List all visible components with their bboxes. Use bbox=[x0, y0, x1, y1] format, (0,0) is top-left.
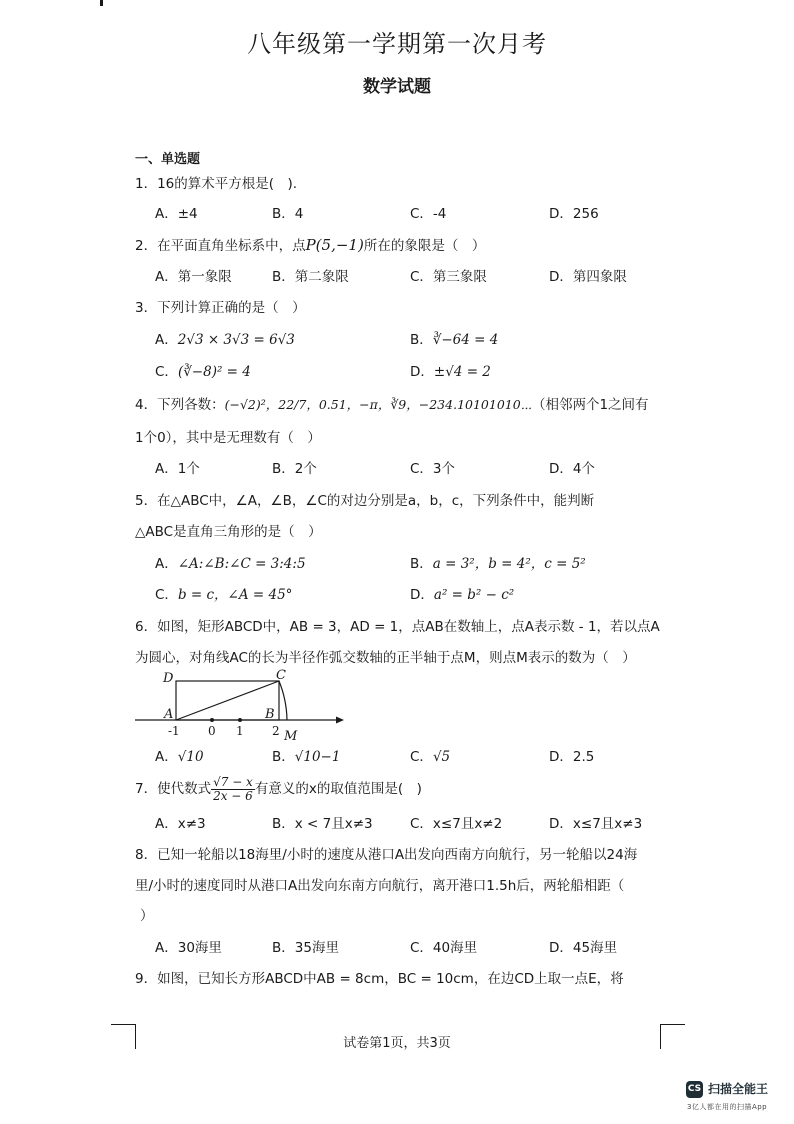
q3-option-c: C．(∛−8)² = 4 bbox=[155, 364, 251, 380]
q7-option-b: B．x < 7且x≠3 bbox=[272, 816, 373, 832]
q7-stem-post: 有意义的x的取值范围是( ) bbox=[254, 781, 422, 797]
q3-option-d: D．±√4 = 2 bbox=[410, 364, 491, 380]
question-8-stem: 8．已知一轮船以18海里/小时的速度从港口A出发向西南方向航行，另一轮船以24海 bbox=[135, 847, 638, 863]
label-m: M bbox=[284, 729, 298, 744]
q2-option-b: B．第二象限 bbox=[272, 269, 349, 285]
q7-option-a: A．x≠3 bbox=[155, 816, 206, 832]
question-2-stem bbox=[135, 236, 485, 255]
q5-option-d: D．a² = b² − c² bbox=[410, 587, 515, 603]
q6-option-b-math: √10−1 bbox=[294, 749, 341, 765]
q7-fraction-numerator: √7 − x bbox=[213, 774, 253, 789]
question-4-line2: 1个0），其中是无理数有（ ） bbox=[135, 430, 321, 446]
q6-option-b: B．√10−1 bbox=[272, 749, 341, 765]
q8-option-d: D．45海里 bbox=[549, 940, 618, 956]
q2-option-a: A．第一象限 bbox=[155, 269, 232, 285]
q4-stem-pre: 4．下列各数： bbox=[135, 397, 225, 413]
question-5-stem: 5．在△ABC中，∠A，∠B，∠C的对边分别是a，b，c，下列条件中，能判断 bbox=[135, 493, 595, 509]
q6-option-c: C．√5 bbox=[410, 749, 451, 765]
q4-stem-post: （相邻两个1之间有 bbox=[531, 397, 649, 413]
q8-option-c: C．40海里 bbox=[410, 940, 478, 956]
q2-stem-pre: 2．在平面直角坐标系中，点 bbox=[135, 238, 306, 254]
q5-option-a: A．∠A:∠B:∠C = 3:4:5 bbox=[155, 556, 306, 572]
tick-label-0: 0 bbox=[208, 724, 216, 738]
q3-option-a: A．2√3 × 3√3 = 6√3 bbox=[155, 332, 295, 348]
q3-option-d-math: ±√4 = 2 bbox=[433, 364, 491, 380]
question-8-line2: 里/小时的速度同时从港口A出发向东南方向航行，离开港口1.5h后，两轮船相距（ bbox=[135, 878, 625, 894]
exam-subtitle: 数学试题 bbox=[363, 77, 431, 97]
q4-option-d: D．4个 bbox=[549, 461, 595, 477]
q5-option-c: C．b = c，∠A = 45° bbox=[155, 587, 293, 603]
question-6-stem: 6．如图，矩形ABCD中，AB = 3，AD = 1，点AB在数轴上，点A表示数 - 1，若以点A bbox=[135, 619, 660, 635]
number-line-figure bbox=[130, 668, 352, 748]
camscanner-brand: 扫描全能王 bbox=[708, 1082, 769, 1096]
question-9-stem: 9．如图，已知长方形ABCD中AB = 8cm，BC = 10cm，在边CD上取一点E，将 bbox=[135, 971, 624, 987]
question-3-stem: 3．下列计算正确的是（ ） bbox=[135, 300, 306, 316]
q1-option-d: D．256 bbox=[549, 206, 599, 222]
page-footer: 试卷第1页，共3页 bbox=[343, 1036, 451, 1051]
q2-option-d: D．第四象限 bbox=[549, 269, 627, 285]
tick-label-neg1: -1 bbox=[168, 724, 180, 738]
question-1-stem: 1．16的算术平方根是( ). bbox=[135, 176, 298, 192]
q5-option-b: B．a = 3²，b = 4²，c = 5² bbox=[410, 556, 586, 572]
q2-stem-post: 所在的象限是（ ） bbox=[363, 238, 486, 254]
q3-option-b-math: ∛−64 = 4 bbox=[432, 332, 499, 348]
label-b: B bbox=[265, 707, 275, 722]
q1-option-c: C．-4 bbox=[410, 206, 447, 222]
q7-fraction-denominator: 2x − 6 bbox=[213, 788, 253, 803]
tick-label-1: 1 bbox=[236, 724, 244, 738]
arc-c-to-m bbox=[279, 681, 287, 720]
q8-option-a: A．30海里 bbox=[155, 940, 222, 956]
q1-option-a: A．±4 bbox=[155, 206, 198, 222]
section-heading: 一、单选题 bbox=[135, 152, 201, 167]
q7-option-c: C．x≤7且x≠2 bbox=[410, 816, 503, 832]
question-5-line2: △ABC是直角三角形的是（ ） bbox=[135, 524, 322, 540]
label-a: A bbox=[164, 707, 174, 722]
q7-option-d: D．x≤7且x≠3 bbox=[549, 816, 643, 832]
q4-option-b: B．2个 bbox=[272, 461, 317, 477]
camscanner-tagline: 3亿人都在用的扫描App bbox=[687, 1103, 768, 1111]
top-edge-mark bbox=[100, 0, 103, 6]
diagonal-ac bbox=[176, 681, 279, 720]
tick-zero bbox=[210, 718, 214, 722]
q4-option-a: A．1个 bbox=[155, 461, 200, 477]
q5-option-a-math: ∠A:∠B:∠C = 3:4:5 bbox=[177, 556, 306, 572]
q2-option-c: C．第三象限 bbox=[410, 269, 487, 285]
q7-stem-pre: 7．使代数式 bbox=[135, 781, 212, 797]
q2-point-math: P(5,−1) bbox=[305, 236, 364, 254]
q6-option-a: A．√10 bbox=[155, 749, 204, 765]
exam-title: 八年级第一学期第一次月考 bbox=[247, 30, 547, 58]
q4-option-c: C．3个 bbox=[410, 461, 456, 477]
q1-option-b: B．4 bbox=[272, 206, 304, 222]
q5-option-c-math: b = c，∠A = 45° bbox=[177, 587, 293, 603]
label-c: C bbox=[276, 668, 286, 683]
q3-option-b: B．∛−64 = 4 bbox=[410, 332, 499, 348]
label-d: D bbox=[163, 671, 174, 686]
q3-option-a-math: 2√3 × 3√3 = 6√3 bbox=[177, 332, 295, 348]
q7-fraction bbox=[211, 776, 255, 803]
q5-option-b-math: a = 3²，b = 4²，c = 5² bbox=[432, 556, 586, 572]
question-8-line3: ） bbox=[140, 908, 154, 924]
axis-arrow-icon bbox=[336, 717, 344, 724]
q6-option-d: D．2.5 bbox=[549, 749, 595, 765]
q3-option-c-math: (∛−8)² = 4 bbox=[177, 364, 251, 380]
tick-label-2: 2 bbox=[272, 724, 280, 738]
q5-option-d-math: a² = b² − c² bbox=[433, 587, 515, 603]
q8-option-b: B．35海里 bbox=[272, 940, 339, 956]
camscanner-logo-icon: CS bbox=[686, 1081, 703, 1098]
question-4-stem bbox=[135, 396, 649, 414]
tick-one bbox=[238, 718, 242, 722]
question-6-line2: 为圆心，对角线AC的长为半径作弧交数轴的正半轴于点M，则点M表示的数为（ ） bbox=[135, 650, 636, 666]
question-7-stem bbox=[135, 773, 422, 805]
q6-option-c-math: √5 bbox=[432, 749, 451, 765]
q6-option-a-math: √10 bbox=[177, 749, 204, 765]
q4-number-list: (−√2)²，22/7，0.51，−π，∛9，−234.10101010⋯ bbox=[224, 397, 532, 412]
